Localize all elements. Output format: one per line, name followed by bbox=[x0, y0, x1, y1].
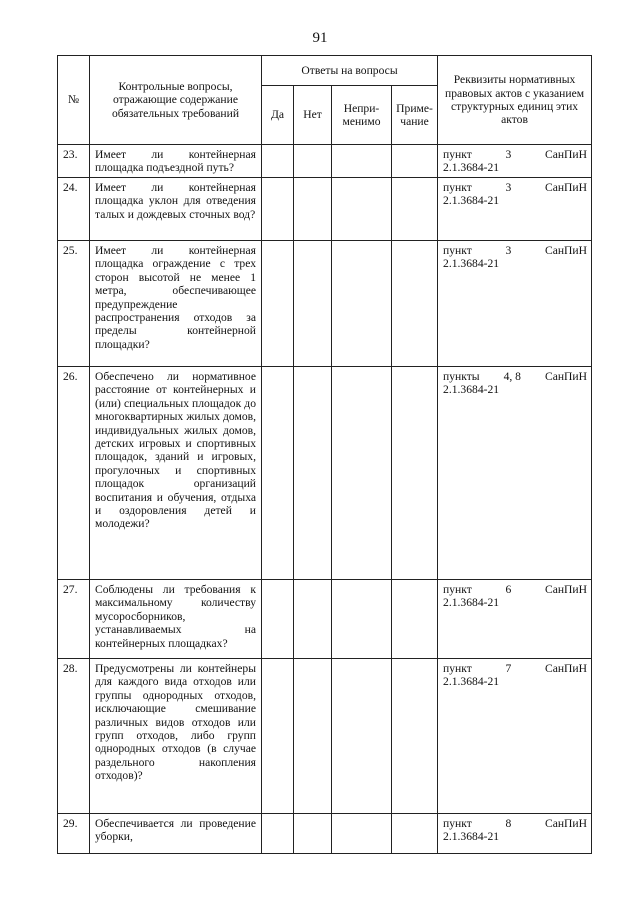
row-question: Предусмотрены ли контейнеры для каждого вида отходов или группы однородных отходов, исключающие смешивание различных видов отходов или групп отходов, либо групп однородных отходов (в случае раздельного накопления отходов)? bbox=[90, 659, 262, 814]
ref-word: пункт bbox=[443, 148, 472, 161]
answer-yes-cell[interactable] bbox=[262, 659, 294, 814]
header-note: Приме-чание bbox=[392, 86, 438, 145]
ref-word: пункт bbox=[443, 181, 472, 194]
ref-act: СанПиН bbox=[544, 817, 588, 830]
row-number: 25. bbox=[58, 241, 90, 367]
row-number: 26. bbox=[58, 367, 90, 580]
table-row bbox=[58, 367, 592, 580]
answer-yes-cell[interactable] bbox=[262, 145, 294, 178]
answer-yes-cell[interactable] bbox=[262, 814, 294, 854]
answer-no-cell[interactable] bbox=[294, 178, 332, 241]
answer-na-cell[interactable] bbox=[332, 178, 392, 241]
ref-code: 2.1.3684-21 bbox=[443, 257, 500, 271]
checklist-table bbox=[57, 55, 592, 854]
ref-act: СанПиН bbox=[544, 244, 588, 257]
ref-clause: 3 bbox=[505, 244, 512, 257]
answer-note-cell[interactable] bbox=[392, 580, 438, 659]
row-question: Имеет ли контейнерная площадка ограждение с трех сторон высотой не менее 1 метра, обеспечивающее предупреждение распространения отходов за пределы контейнерной площадки? bbox=[90, 241, 262, 367]
ref-word: пункт bbox=[443, 817, 472, 830]
ref-act: СанПиН bbox=[544, 148, 588, 161]
ref-clause: 6 bbox=[505, 583, 512, 596]
ref-clause: 4, 8 bbox=[503, 370, 521, 383]
ref-act: СанПиН bbox=[544, 370, 588, 383]
ref-clause: 3 bbox=[505, 148, 512, 161]
ref-word: пункты bbox=[443, 370, 480, 383]
answer-no-cell[interactable] bbox=[294, 145, 332, 178]
table-row bbox=[58, 659, 592, 814]
row-number: 23. bbox=[58, 145, 90, 178]
header-num: № bbox=[58, 56, 90, 145]
header-refs: Реквизиты нормативных правовых актов с указанием структурных единиц этих актов bbox=[438, 56, 592, 145]
ref-word: пункт bbox=[443, 244, 472, 257]
answer-yes-cell[interactable] bbox=[262, 580, 294, 659]
row-number: 29. bbox=[58, 814, 90, 854]
table-row bbox=[58, 580, 592, 659]
ref-code: 2.1.3684-21 bbox=[443, 161, 500, 175]
ref-act: СанПиН bbox=[544, 662, 588, 675]
row-reference bbox=[438, 367, 592, 580]
row-reference bbox=[438, 145, 592, 178]
row-reference bbox=[438, 659, 592, 814]
ref-clause: 8 bbox=[505, 817, 512, 830]
table-row bbox=[58, 178, 592, 241]
answer-yes-cell[interactable] bbox=[262, 178, 294, 241]
answer-note-cell[interactable] bbox=[392, 814, 438, 854]
row-reference bbox=[438, 814, 592, 854]
answer-note-cell[interactable] bbox=[392, 241, 438, 367]
row-number: 24. bbox=[58, 178, 90, 241]
answer-note-cell[interactable] bbox=[392, 178, 438, 241]
row-question: Имеет ли контейнерная площадка подъездной путь? bbox=[90, 145, 262, 178]
answer-note-cell[interactable] bbox=[392, 367, 438, 580]
answer-no-cell[interactable] bbox=[294, 659, 332, 814]
ref-clause: 3 bbox=[505, 181, 512, 194]
ref-code: 2.1.3684-21 bbox=[443, 383, 500, 397]
header-answers: Ответы на вопросы bbox=[262, 56, 438, 86]
answer-yes-cell[interactable] bbox=[262, 241, 294, 367]
answer-no-cell[interactable] bbox=[294, 241, 332, 367]
answer-note-cell[interactable] bbox=[392, 145, 438, 178]
ref-clause: 7 bbox=[505, 662, 512, 675]
ref-act: СанПиН bbox=[544, 181, 588, 194]
ref-act: СанПиН bbox=[544, 583, 588, 596]
ref-word: пункт bbox=[443, 583, 472, 596]
answer-na-cell[interactable] bbox=[332, 659, 392, 814]
table-row bbox=[58, 241, 592, 367]
page-number: 91 bbox=[312, 30, 328, 46]
answer-na-cell[interactable] bbox=[332, 367, 392, 580]
row-question: Обеспечено ли нормативное расстояние от контейнерных и (или) специальных площадок до многоквартирных жилых домов, индивидуальных жилых домов, детских игровых и спортивных площадок, зданий и игровых, прогулочных и спортивных площадок организаций воспитания и обучения, отдыха и оздоровления детей и молодежи? bbox=[90, 367, 262, 580]
answer-na-cell[interactable] bbox=[332, 145, 392, 178]
header-no: Нет bbox=[294, 86, 332, 145]
row-reference bbox=[438, 241, 592, 367]
table-row bbox=[58, 145, 592, 178]
answer-yes-cell[interactable] bbox=[262, 367, 294, 580]
row-question: Обеспечивается ли проведение уборки, bbox=[90, 814, 262, 854]
answer-no-cell[interactable] bbox=[294, 814, 332, 854]
answer-no-cell[interactable] bbox=[294, 367, 332, 580]
answer-na-cell[interactable] bbox=[332, 241, 392, 367]
ref-code: 2.1.3684-21 bbox=[443, 194, 500, 208]
row-number: 27. bbox=[58, 580, 90, 659]
ref-code: 2.1.3684-21 bbox=[443, 830, 500, 844]
header-not-applicable: Непри-менимо bbox=[332, 86, 392, 145]
row-reference bbox=[438, 178, 592, 241]
ref-word: пункт bbox=[443, 662, 472, 675]
answer-no-cell[interactable] bbox=[294, 580, 332, 659]
answer-na-cell[interactable] bbox=[332, 580, 392, 659]
header-yes: Да bbox=[262, 86, 294, 145]
ref-code: 2.1.3684-21 bbox=[443, 675, 500, 689]
row-question: Соблюдены ли требования к максимальному количеству мусоросборников, устанавливаемых на контейнерных площадках? bbox=[90, 580, 262, 659]
answer-note-cell[interactable] bbox=[392, 659, 438, 814]
row-number: 28. bbox=[58, 659, 90, 814]
row-reference bbox=[438, 580, 592, 659]
ref-code: 2.1.3684-21 bbox=[443, 596, 500, 610]
row-question: Имеет ли контейнерная площадка уклон для отведения талых и дождевых сточных вод? bbox=[90, 178, 262, 241]
answer-na-cell[interactable] bbox=[332, 814, 392, 854]
header-questions: Контрольные вопросы, отражающие содержание обязательных требований bbox=[90, 56, 262, 145]
table-row bbox=[58, 814, 592, 854]
